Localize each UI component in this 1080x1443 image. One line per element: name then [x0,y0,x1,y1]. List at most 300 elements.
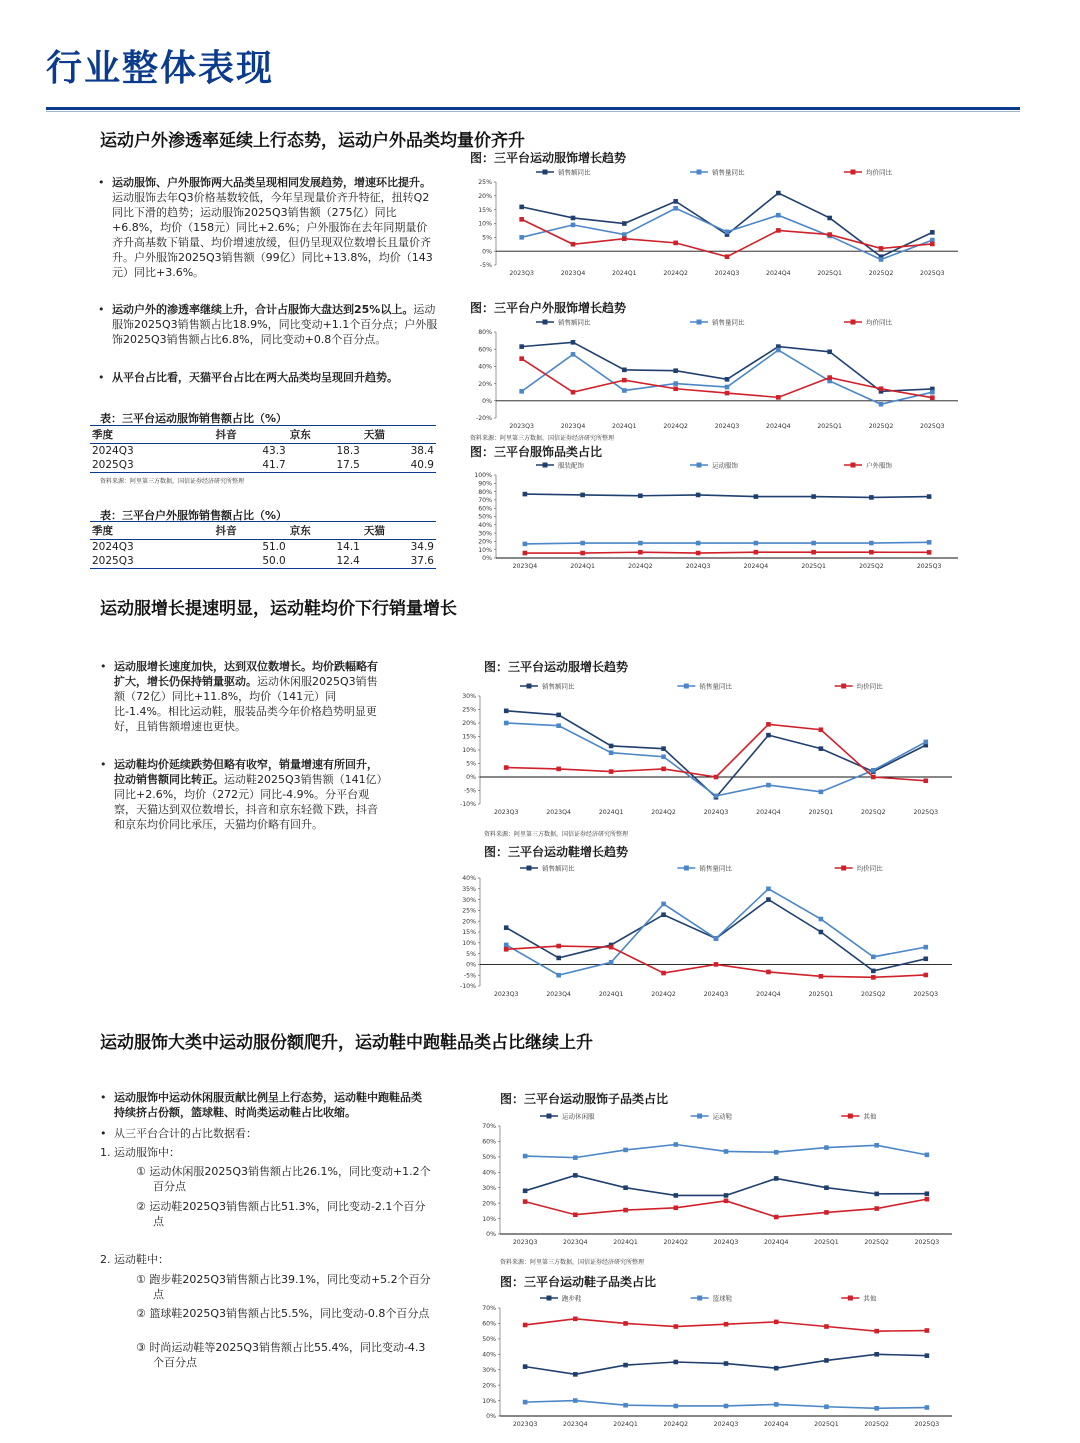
legend-marker [851,170,856,175]
data-point [556,713,561,718]
data-point [725,391,730,396]
data-point [504,925,509,930]
data-point [504,765,509,770]
legend-label: 其他 [863,1112,877,1121]
section3-bullet-2 [100,1126,424,1141]
y-tick-label: 30% [482,1366,496,1374]
y-tick-label: 10% [462,940,476,947]
data-point [580,541,585,546]
data-point [504,947,509,952]
data-point [824,1404,829,1409]
x-tick-label: 2024Q2 [663,1421,689,1428]
legend-marker [848,1296,853,1301]
x-tick-label: 2023Q3 [509,423,534,430]
data-point [523,551,528,556]
chart3-title: 图：三平台服饰品类占比 [470,445,603,459]
data-point [923,945,928,950]
data-point [923,956,928,961]
table-header: 京东 [288,426,362,444]
s3-list-2a: ① 跑步鞋2025Q3销售额占比39.1%，同比变动+5.2个百分点 [136,1273,431,1301]
table-row [90,540,436,555]
data-point [776,228,781,233]
x-tick-label: 2024Q3 [713,1421,739,1428]
data-point [824,1210,829,1215]
x-tick-label: 2025Q1 [814,1421,839,1428]
legend-marker [841,866,846,871]
chart-shoes-subcategory-share [470,1290,960,1430]
series-line [525,494,929,497]
legend-marker [527,684,532,689]
table-cell: 50.0 [214,554,288,569]
data-point [827,232,832,237]
table1 [90,425,436,473]
data-point [725,254,730,259]
legend-marker [543,320,548,325]
y-tick-label: -10% [460,983,476,991]
data-point [696,551,701,556]
legend-label: 销售额同比 [542,682,575,691]
source-note: 资料来源：阿里第三方数据，国信证券经济研究所整理 [470,435,615,442]
data-point [609,945,614,950]
data-point [580,493,585,498]
x-tick-label: 2024Q3 [714,270,740,277]
x-tick-label: 2023Q3 [509,270,534,277]
data-point [673,1142,678,1147]
data-point [811,550,816,555]
y-tick-label: 50% [478,513,492,521]
series-line [525,552,929,553]
table-row [90,458,436,473]
data-point [819,746,824,751]
data-point [724,1199,729,1204]
s2-p1-bold: 运动服增长速度加快，达到双位数增长。均价跌幅略有扩大，增长仍保持销量驱动。 [114,660,378,688]
y-tick-label: 30% [462,693,476,701]
data-point [661,902,666,907]
s2-p2-bold: 运动鞋均价延续跌势但略有收窄，销量增速有所回升，拉动销售额同比转正。 [114,758,378,786]
bullet-icon: • [100,758,107,771]
table-header-row [90,426,436,444]
y-tick-label: 90% [478,480,492,488]
data-point [766,897,771,902]
x-tick-label: 2024Q2 [651,991,676,998]
x-tick-label: 2024Q1 [612,423,637,430]
data-point [930,230,935,235]
table-cell: 41.7 [214,458,288,473]
source-note: 资料来源：阿里第三方数据，国信证券经济研究所整理 [100,478,245,485]
data-point [571,216,576,221]
bullet-icon: • [98,371,105,384]
data-point [673,381,678,386]
data-point [774,1215,779,1220]
table2-title: 表：三平台户外服饰销售额占比（%） [100,509,288,522]
table-cell: 43.3 [262,445,286,457]
data-point [724,1322,729,1327]
series-line [506,723,926,796]
x-tick-label: 2023Q3 [512,1239,538,1246]
y-tick-label: 70% [482,1305,496,1313]
x-tick-label: 2023Q4 [560,423,586,430]
x-tick-label: 2024Q3 [703,991,729,998]
data-point [556,956,561,961]
chart-sportswear-growth [466,164,966,279]
data-point [824,1185,829,1190]
data-point [523,1400,528,1405]
data-point [609,750,614,755]
s3-list-1: 1. 运动服饰中： [100,1146,180,1159]
y-tick-label: 60% [478,505,492,513]
y-tick-label: 20% [478,380,492,388]
data-point [824,1358,829,1363]
y-tick-label: 0% [486,1231,496,1239]
data-point [556,944,561,949]
y-tick-label: 0% [486,1413,496,1421]
y-tick-label: 80% [478,488,492,496]
data-point [824,1324,829,1329]
x-tick-label: 2024Q2 [651,809,676,816]
data-point [523,1199,528,1204]
table-cell: 2025Q3 [90,554,214,569]
data-point [724,1404,729,1409]
x-tick-label: 2024Q4 [766,270,791,277]
data-point [623,1185,628,1190]
table-cell: 17.5 [288,458,362,473]
data-point [661,767,666,772]
y-tick-label: 40% [478,522,492,529]
x-tick-label: 2024Q4 [763,1239,789,1246]
y-tick-label: -20% [476,415,492,423]
data-point [819,790,824,795]
legend-label: 销售量同比 [699,682,732,691]
title-rule [46,107,1020,110]
bullet-icon: • [98,176,105,189]
x-tick-label: 2023Q3 [493,991,519,998]
table-header: 抖音 [214,522,288,540]
section3-bullet-1 [100,1090,424,1120]
data-point [622,378,627,383]
legend-marker [543,463,548,468]
data-point [519,389,524,394]
data-point [673,386,678,391]
s3-list-2b: ② 篮球鞋2025Q3销售额占比5.5%，同比变动-0.8个百分点 [136,1307,430,1320]
data-point [673,1193,678,1198]
bullet-icon: • [100,1091,107,1104]
data-point [925,1197,930,1202]
series-line [525,1175,927,1195]
y-tick-label: 10% [482,1215,496,1223]
data-point [776,213,781,218]
x-tick-label: 2023Q4 [563,1239,588,1246]
data-point [623,1403,628,1408]
table-cell: 34.9 [410,541,434,553]
y-tick-label: 50% [482,1336,496,1344]
data-point [811,494,816,499]
data-point [609,769,614,774]
y-tick-label: -10% [460,801,476,809]
x-tick-label: 2025Q2 [868,270,894,277]
data-point [571,242,576,247]
data-point [824,1145,829,1150]
x-tick-label: 2024Q2 [628,563,653,570]
y-tick-label: 30% [482,1184,496,1192]
data-point [519,235,524,240]
y-tick-label: 30% [462,896,476,904]
x-tick-label: 2025Q3 [916,563,942,570]
data-point [609,744,614,749]
data-point [871,975,876,980]
data-point [827,216,832,221]
data-point [519,205,524,210]
y-tick-label: 50% [482,1154,496,1162]
data-point [930,390,935,395]
x-tick-label: 2025Q1 [817,423,842,430]
data-point [623,1321,628,1326]
data-point [925,1353,930,1358]
table-row [90,554,436,569]
y-tick-label: 20% [462,918,476,926]
y-tick-label: 0% [482,398,492,405]
legend-marker [547,1114,552,1119]
y-tick-label: 25% [462,907,476,915]
y-tick-label: 5% [482,234,492,242]
table-cell: 38.4 [410,445,434,457]
s1-p2-text: 运动服饰2025Q3销售额占比18.9%，同比变动+1.1个百分点；户外服饰2025Q3销售额占比6.8%，同比变动+0.8个百分点。 [112,303,438,346]
x-tick-label: 2024Q1 [570,563,595,570]
x-tick-label: 2024Q3 [703,809,729,816]
data-point [523,542,528,547]
data-point [571,352,576,357]
data-point [754,550,759,555]
data-point [774,1320,779,1325]
legend-label: 销售量同比 [712,318,745,327]
table-cell: 40.9 [362,458,436,473]
data-point [519,356,524,361]
legend-label: 跑步鞋 [562,1294,582,1303]
data-point [523,1189,528,1194]
table-header: 季度 [90,426,214,444]
data-point [673,1404,678,1409]
legend-label: 服装配饰 [558,461,584,470]
data-point [622,388,627,393]
data-point [879,402,884,407]
data-point [714,936,719,941]
s3-list-2c: ③ 时尚运动鞋等2025Q3销售额占比55.4%，同比变动-4.3个百分点 [136,1341,426,1369]
x-tick-label: 2025Q3 [913,991,939,998]
data-point [927,540,932,545]
series-line [506,724,926,780]
data-point [622,236,627,241]
data-point [819,974,824,979]
table-header: 天猫 [362,426,436,444]
data-point [925,1191,930,1196]
x-tick-label: 2025Q1 [808,809,834,816]
x-tick-label: 2025Q2 [868,423,894,430]
legend-label: 篮球鞋 [712,1294,733,1303]
data-point [725,230,730,235]
data-point [766,733,771,738]
s1-p1-bold: 运动服饰、户外服饰两大品类呈现相同发展趋势，增速环比提升。 [112,176,431,189]
data-point [871,768,876,773]
bullet-icon: • [100,1127,107,1140]
data-point [724,1361,729,1366]
table-cell: 14.1 [336,541,360,553]
table-cell: 2025Q3 [90,458,214,473]
table-row [90,444,436,459]
y-tick-label: 20% [462,720,476,728]
legend-marker [851,463,856,468]
legend-marker [841,684,846,689]
data-point [819,727,824,732]
section2-paragraph-1 [100,659,384,734]
legend-label: 其他 [863,1294,877,1303]
data-point [571,390,576,395]
legend-label: 运动服饰 [712,461,738,470]
y-tick-label: -5% [479,262,492,270]
data-point [504,943,509,948]
data-point [819,917,824,922]
legend-label: 运动鞋 [712,1112,733,1121]
y-tick-label: 5% [466,760,476,768]
legend-label: 销售额同比 [542,864,575,873]
chart-apparel-category-share [466,457,966,572]
legend-label: 销售量同比 [712,168,745,177]
s1-p1-text: 运动服饰去年Q3价格基数较低，今年呈现量价齐升特征，扭转Q2同比下滑的趋势；运动服饰2025Q3销售额（275亿）同比+6.8%，均价（158元）同比+2.6%；户外服饰在去年同期量价齐升高基数下销量、均价增速放缓，但仍呈现双位数增长且量价齐升。户外服饰2025Q3销售额（99亿）同比+13.8%，均价（143元）同比+3.6%。 [112,191,433,279]
chart6-title: 图：三平台运动服饰子品类占比 [500,1092,669,1106]
table2 [90,521,436,569]
data-point [754,494,759,499]
table-cell: 51.0 [262,541,286,553]
y-tick-label: 60% [482,1138,496,1146]
legend-marker [527,866,532,871]
data-point [571,340,576,345]
x-tick-label: 2024Q4 [763,1421,789,1428]
data-point [519,217,524,222]
section1-paragraph-1 [98,175,438,280]
data-point [869,495,874,500]
data-point [776,191,781,196]
s1-p3-bold: 从平台占比看，天猫平台占比在两大品类均呈现回升趋势。 [112,371,398,384]
table-header-row [90,522,436,540]
chart-sportswear-subcategory-share [470,1108,960,1248]
chart-sports-apparel-growth [450,678,960,818]
data-point [523,1323,528,1328]
data-point [523,1364,528,1369]
page-title: 行业整体表现 [46,48,275,89]
data-point [673,241,678,246]
x-tick-label: 2025Q1 [814,1239,839,1246]
data-point [923,973,928,978]
data-point [673,1324,678,1329]
chart-sports-shoes-growth [450,860,960,1000]
x-tick-label: 2025Q1 [817,270,842,277]
y-tick-label: 25% [462,706,476,714]
x-tick-label: 2024Q2 [663,1239,689,1246]
data-point [925,1328,930,1333]
data-point [504,709,509,714]
section1-paragraph-2 [98,302,438,347]
y-tick-label: 60% [482,1320,496,1328]
x-tick-label: 2023Q4 [546,809,571,816]
x-tick-label: 2024Q3 [713,1239,739,1246]
x-tick-label: 2024Q1 [612,270,637,277]
data-point [638,550,643,555]
data-point [766,887,771,892]
data-point [638,541,643,546]
data-point [827,349,832,354]
s3-b2: 从三平台合计的占比数据看： [114,1127,257,1140]
x-tick-label: 2024Q4 [766,423,791,430]
table-cell: 18.3 [336,445,360,457]
table-header: 季度 [90,522,214,540]
y-tick-label: 40% [462,875,476,883]
data-point [776,348,781,353]
y-tick-label: 20% [482,1200,496,1208]
x-tick-label: 2025Q2 [859,563,884,570]
data-point [766,970,771,975]
legend-label: 均价同比 [866,168,892,177]
data-point [871,969,876,974]
y-tick-label: 0% [466,774,476,782]
x-tick-label: 2025Q3 [920,270,945,277]
source-note: 资料来源：阿里第三方数据，国信证券经济研究所整理 [500,1259,645,1266]
x-tick-label: 2024Q2 [663,423,688,430]
legend-label: 运动休闲服 [562,1112,595,1121]
data-point [696,541,701,546]
data-point [673,206,678,211]
data-point [874,1406,879,1411]
data-point [638,493,643,498]
data-point [661,971,666,976]
data-point [819,930,824,935]
legend-marker [697,463,702,468]
data-point [927,550,932,555]
x-tick-label: 2023Q4 [563,1421,588,1428]
data-point [766,722,771,727]
s3-list-1a: ① 运动休闲服2025Q3销售额占比26.1%，同比变动+1.2个百分点 [136,1165,431,1193]
section3-heading: 运动服饰大类中运动服份额爬升，运动鞋中跑鞋品类占比继续上升 [100,1033,593,1053]
data-point [714,962,719,967]
y-tick-label: 25% [478,179,492,187]
source-note: 资料来源：阿里第三方数据，国信证券经济研究所整理 [484,831,629,838]
x-tick-label: 2025Q2 [864,1239,889,1246]
bullet-icon: • [98,303,105,316]
data-point [556,723,561,728]
data-point [573,1317,578,1322]
y-tick-label: -5% [463,787,476,795]
data-point [623,1363,628,1368]
legend-marker [684,684,689,689]
x-tick-label: 2023Q4 [560,270,586,277]
y-tick-label: 10% [462,747,476,755]
x-tick-label: 2024Q4 [756,991,781,998]
data-point [874,1143,879,1148]
x-tick-label: 2023Q3 [493,809,519,816]
legend-marker [547,1296,552,1301]
legend-label: 户外服饰 [866,461,892,470]
data-point [573,1212,578,1217]
x-tick-label: 2024Q1 [613,1421,638,1428]
y-tick-label: 100% [474,472,492,480]
series-line [525,542,929,544]
data-point [623,1208,628,1213]
x-tick-label: 2023Q4 [546,991,571,998]
table-header: 天猫 [362,522,436,540]
legend-label: 均价同比 [856,864,883,873]
legend-marker [851,320,856,325]
table-cell: 12.4 [288,554,362,569]
y-tick-label: -5% [463,972,476,980]
table-header: 京东 [288,522,362,540]
data-point [571,223,576,228]
